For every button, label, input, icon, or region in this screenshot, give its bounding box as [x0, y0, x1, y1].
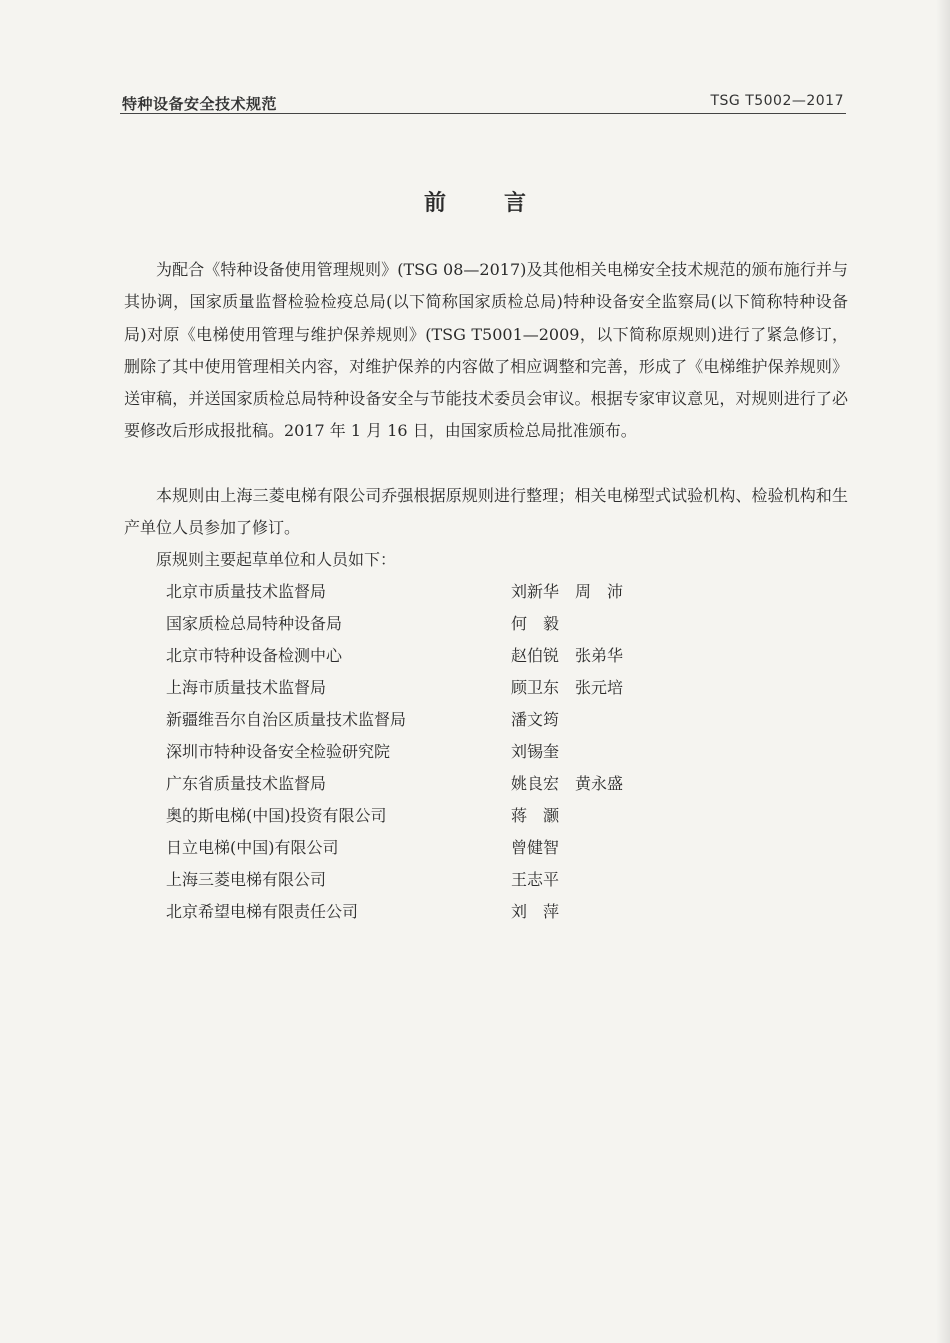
drafter-people: 蒋 灏: [511, 806, 560, 825]
page-title: [0, 186, 950, 217]
drafter-row: [166, 576, 766, 608]
drafter-organization: 北京市特种设备检测中心: [166, 646, 343, 665]
drafter-row: [166, 896, 766, 928]
drafter-people: 刘新华 周 沛: [511, 582, 624, 601]
drafter-people: 曾健智: [511, 838, 560, 857]
drafter-row: [166, 608, 766, 640]
paragraph-revision-note: 本规则由上海三菱电梯有限公司乔强根据原规则进行整理；相关电梯型式试验机构、检验机构和生产单位人员参加了修订。: [124, 486, 848, 538]
drafter-people: 刘 萍: [511, 902, 560, 921]
drafter-organization: 奥的斯电梯(中国)投资有限公司: [166, 806, 387, 825]
drafter-organization: 北京希望电梯有限责任公司: [166, 902, 359, 921]
drafter-people: 刘锡奎: [511, 742, 560, 761]
drafter-organization: 新疆维吾尔自治区质量技术监督局: [166, 710, 407, 729]
drafters-list: [166, 576, 766, 928]
drafter-people: 何 毅: [511, 614, 560, 633]
drafter-row: [166, 736, 766, 768]
running-header-code: TSG T5002—2017: [710, 93, 844, 109]
drafter-organization: 国家质检总局特种设备局: [166, 614, 343, 633]
title-char-2: 言: [504, 191, 527, 216]
title-char-1: 前: [423, 191, 446, 216]
drafter-row: [166, 832, 766, 864]
drafter-organization: 广东省质量技术监督局: [166, 774, 327, 793]
drafter-people: 顾卫东 张元培: [511, 678, 624, 697]
drafter-row: [166, 768, 766, 800]
drafter-organization: 日立电梯(中国)有限公司: [166, 838, 339, 857]
drafter-people: 王志平: [511, 870, 560, 889]
drafter-organization: 北京市质量技术监督局: [166, 582, 327, 601]
drafter-organization: 上海市质量技术监督局: [166, 678, 327, 697]
drafter-people: 姚良宏 黄永盛: [511, 774, 624, 793]
drafter-people: 潘文筠: [511, 710, 560, 729]
drafter-row: [166, 640, 766, 672]
drafter-row: [166, 864, 766, 896]
running-header-series-title: 特种设备安全技术规范: [122, 95, 278, 113]
drafter-organization: 深圳市特种设备安全检验研究院: [166, 742, 391, 761]
paragraph-drafters-intro: 原规则主要起草单位和人员如下：: [156, 550, 397, 569]
drafter-row: [166, 672, 766, 704]
drafter-row: [166, 800, 766, 832]
drafter-people: 赵伯锐 张弟华: [511, 646, 624, 665]
header-divider: [120, 113, 846, 114]
paragraph-background: 为配合《特种设备使用管理规则》(TSG 08—2017)及其他相关电梯安全技术规范的颁布施行并与其协调，国家质量监督检验检疫总局(以下简称国家质检总局)特种设备安全监察局(以下简称特种设备局)对原《电梯使用管理与维护保养规则》(TSG T5001—2009，以下简称原规则)进行了紧急修订，删除了其中使用管理相关内容，对维护保养的内容做了相应调整和完善，形成了《电梯维护保养规则》送审稿，并送国家质检总局特种设备安全与节能技术委员会审议。根据专家审议意见，对规则进行了必要修改后形成报批稿。2017 年 1 月 16 日，由国家质检总局批准颁布。: [124, 260, 848, 441]
drafter-organization: 上海三菱电梯有限公司: [166, 870, 327, 889]
drafter-row: [166, 704, 766, 736]
